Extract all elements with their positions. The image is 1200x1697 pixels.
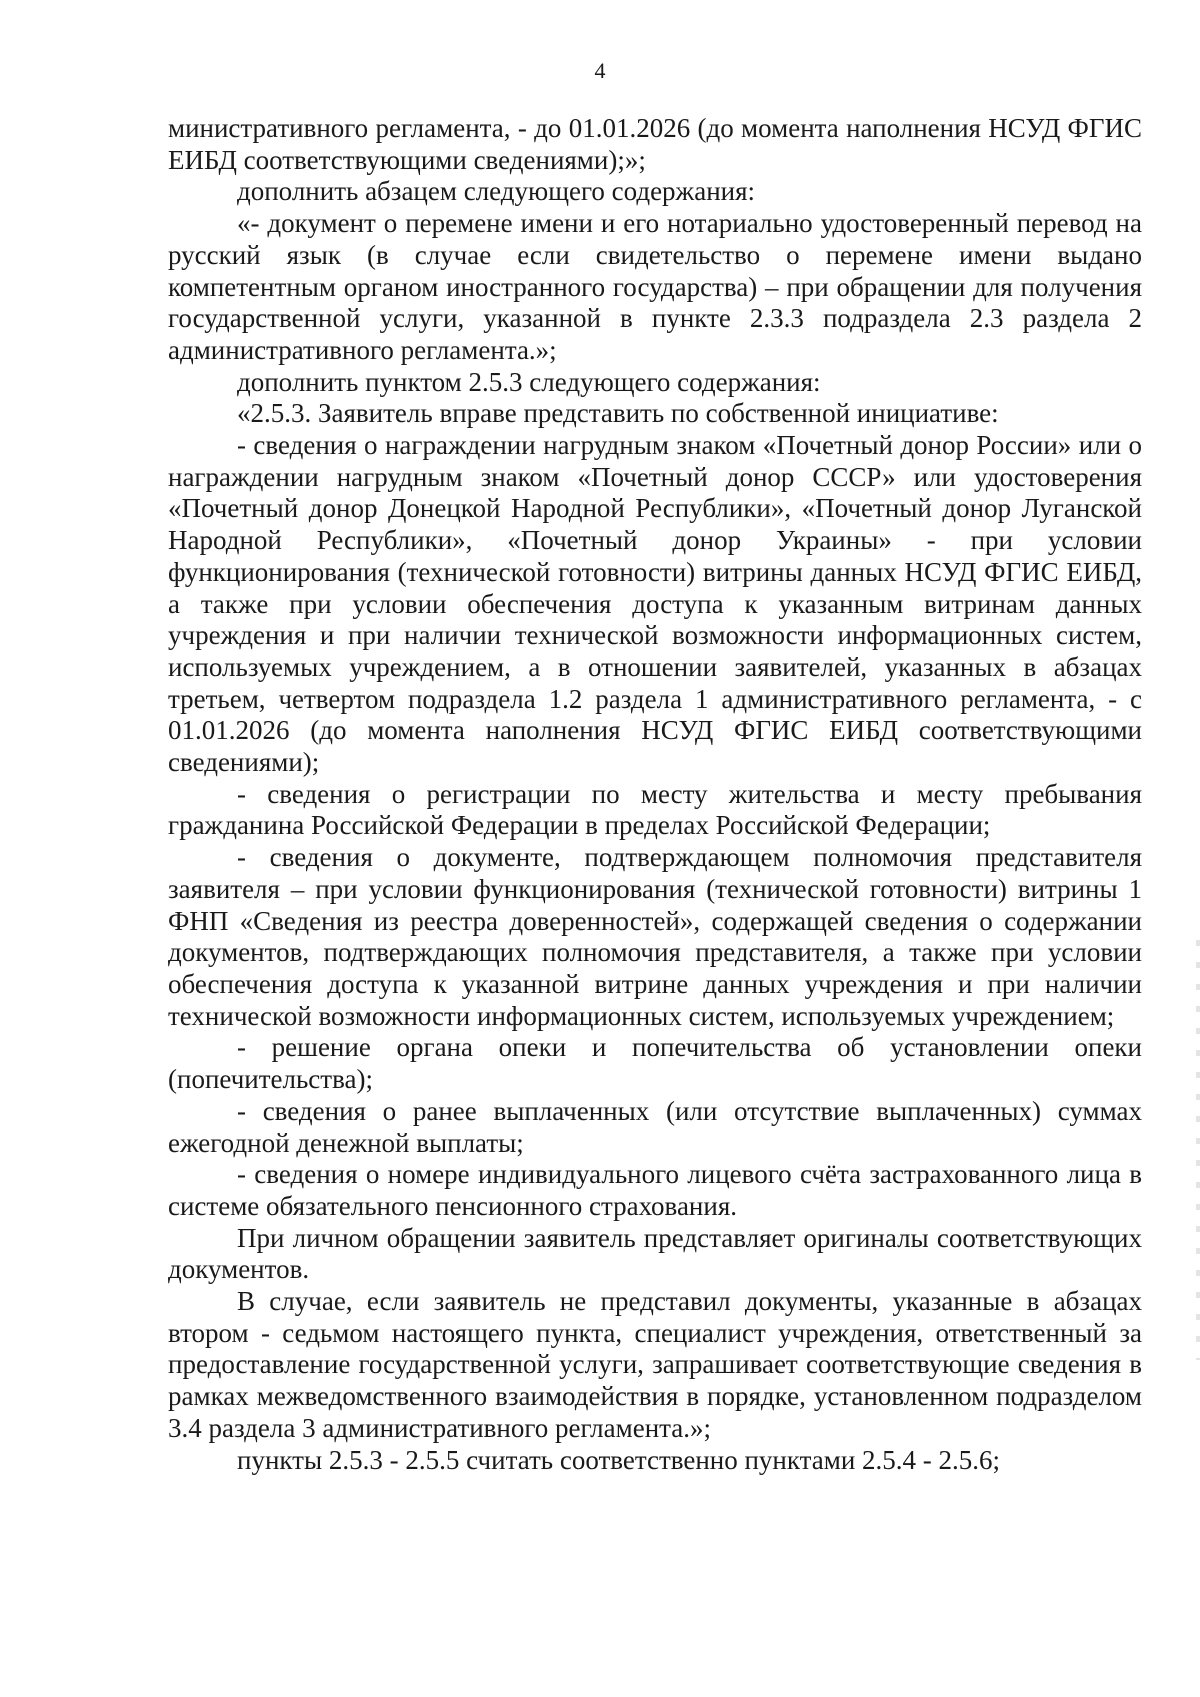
paragraph: дополнить пунктом 2.5.3 следующего содержания:: [237, 366, 821, 397]
paragraph: - сведения о ранее выплаченных (или отсутствие выплаченных) суммах ежегодной денежной выплаты;: [168, 1095, 1142, 1158]
page-number: 4: [594, 58, 606, 83]
scan-edge-marks: [1196, 940, 1200, 1360]
paragraph: - сведения о награждении нагрудным знаком «Почетный донор России» или о награждении нагрудным знаком «Почетный донор СССР» или удостоверения «Почетный донор Донецкой Народной Республики», «Почетный донор Луганской Народной Республики», «Почетный донор Украины» - при условии функционирования (технической готовности) витрины данных НСУД ФГИС ЕИБД, а также при условии обеспечения доступа к указанным витринам данных учреждения и при наличии технической возможности информационных систем, используемых учреждением, а в отношении заявителей, указанных в абзацах третьем, четвертом подраздела 1.2 раздела 1 административного регламента, - с 01.01.2026 (до момента наполнения НСУД ФГИС ЕИБД соответствующими сведениями);: [168, 430, 1142, 778]
paragraph: - сведения о регистрации по месту жительства и месту пребывания гражданина Российской Федерации в пределах Российской Федерации;: [168, 778, 1142, 841]
paragraph: При личном обращении заявитель представляет оригиналы соответствующих документов.: [168, 1222, 1142, 1285]
paragraph: - сведения о документе, подтверждающем полномочия представителя заявителя – при условии функционирования (технической готовности) витрины 1 ФНП «Сведения из реестра доверенностей», содержащей сведения о содержании документов, подтверждающих полномочия представителя, а также при условии обеспечения доступа к указанной витрине данных учреждения и при наличии технической возможности информационных систем, используемых учреждением;: [168, 842, 1142, 1031]
paragraph: дополнить абзацем следующего содержания:: [237, 176, 756, 207]
document-body: [168, 113, 1142, 1476]
paragraph: В случае, если заявитель не представил документы, указанные в абзацах втором - седьмом настоящего пункта, специалист учреждения, ответственный за предоставление государственной услуги, запрашивает соответствующие сведения в рамках межведомственного взаимодействия в порядке, установленном подразделом 3.4 раздела 3 административного регламента.»;: [168, 1286, 1142, 1443]
paragraph: - сведения о номере индивидуального лицевого счёта застрахованного лица в системе обязательного пенсионного страхования.: [168, 1159, 1142, 1221]
paragraph: «- документ о перемене имени и его нотариально удостоверенный перевод на русский язык (в случае если свидетельство о перемене имени выдано компетентным органом иностранного государства) – при обращении для получения государственной услуги, указанной в пункте 2.3.3 подраздела 2.3 раздела 2 административного регламента.»;: [168, 208, 1142, 365]
paragraph: пункты 2.5.3 - 2.5.5 считать соответственно пунктами 2.5.4 - 2.5.6;: [237, 1444, 1001, 1475]
paragraph: министративного регламента, - до 01.01.2026 (до момента наполнения НСУД ФГИС ЕИБД соответствующими сведениями);»;: [168, 113, 1142, 175]
paragraph: - решение органа опеки и попечительства об установлении опеки (попечительства);: [168, 1032, 1142, 1095]
paragraph: «2.5.3. Заявитель вправе представить по собственной инициативе:: [237, 398, 999, 429]
